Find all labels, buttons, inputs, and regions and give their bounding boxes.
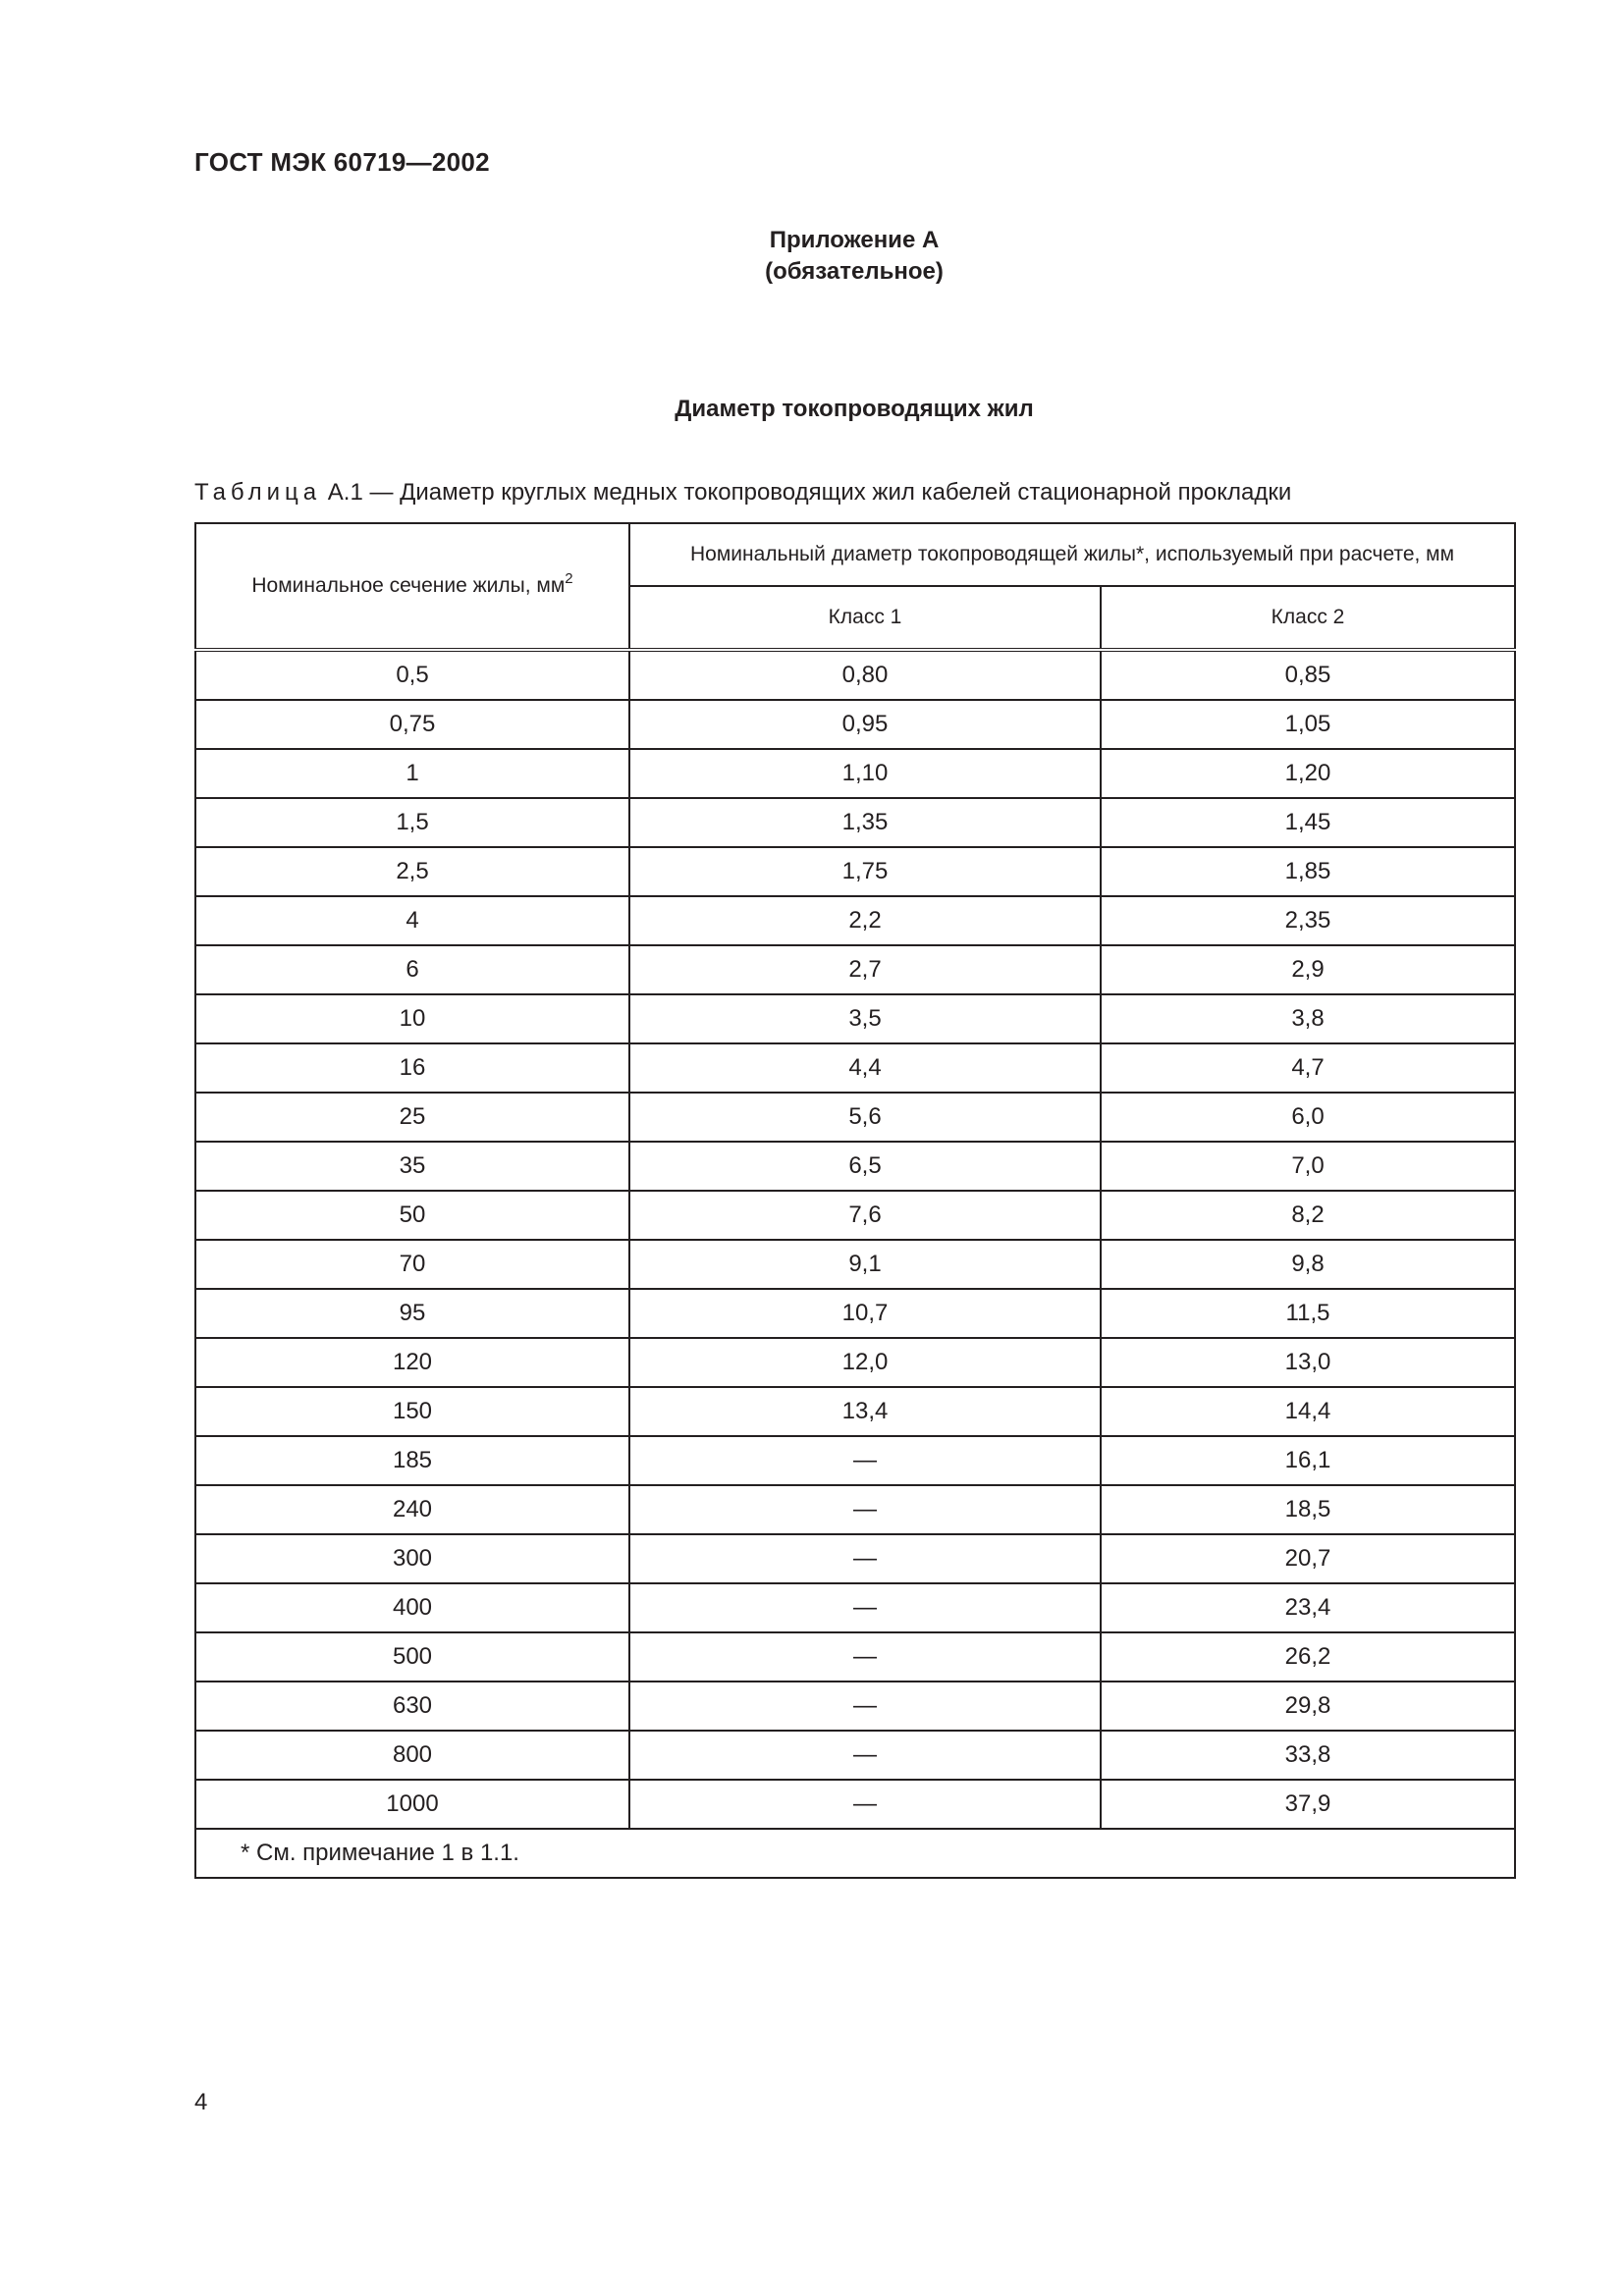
table-row <box>195 1682 1515 1731</box>
cell-class1: 1,75 <box>629 847 1101 896</box>
cell-section: 6 <box>195 945 629 994</box>
cell-class2: 2,35 <box>1101 896 1515 945</box>
table-row <box>195 994 1515 1043</box>
cell-section: 35 <box>195 1142 629 1191</box>
table-row <box>195 700 1515 749</box>
cell-section: 10 <box>195 994 629 1043</box>
table-row <box>195 1583 1515 1632</box>
section-title: Диаметр токопроводящих жил <box>675 396 1034 422</box>
cell-class1: 12,0 <box>629 1338 1101 1387</box>
cell-class1: 0,80 <box>629 650 1101 700</box>
diameter-table <box>194 522 1516 1879</box>
cell-section: 1 <box>195 749 629 798</box>
table-row <box>195 945 1515 994</box>
cell-section: 120 <box>195 1338 629 1387</box>
table-caption <box>194 479 1291 507</box>
cell-section: 4 <box>195 896 629 945</box>
table-row <box>195 1632 1515 1682</box>
table-row <box>195 1387 1515 1436</box>
table-row <box>195 1485 1515 1534</box>
cell-class1: 7,6 <box>629 1191 1101 1240</box>
table-caption-label: Таблица <box>194 479 322 506</box>
cell-class2: 11,5 <box>1101 1289 1515 1338</box>
table-row <box>195 896 1515 945</box>
cell-class1: 6,5 <box>629 1142 1101 1191</box>
cell-class2: 2,9 <box>1101 945 1515 994</box>
table-row <box>195 1043 1515 1093</box>
table-row <box>195 1142 1515 1191</box>
appendix-status: (обязательное) <box>765 258 944 285</box>
table-caption-text: А.1 — Диаметр круглых медных токопроводящих жил кабелей стационарной прокладки <box>321 479 1292 506</box>
cell-class2: 3,8 <box>1101 994 1515 1043</box>
cell-class2: 16,1 <box>1101 1436 1515 1485</box>
cell-class2: 9,8 <box>1101 1240 1515 1289</box>
table-row <box>195 749 1515 798</box>
table-row <box>195 1731 1515 1780</box>
table-row <box>195 650 1515 700</box>
cell-class1: — <box>629 1485 1101 1534</box>
cell-section: 1,5 <box>195 798 629 847</box>
header-nominal-section-text: Номинальное сечение жилы, мм <box>251 574 566 597</box>
cell-class1: — <box>629 1632 1101 1682</box>
table-row <box>195 847 1515 896</box>
cell-class1: 4,4 <box>629 1043 1101 1093</box>
cell-class2: 14,4 <box>1101 1387 1515 1436</box>
table-row <box>195 1191 1515 1240</box>
cell-section: 0,75 <box>195 700 629 749</box>
cell-class1: — <box>629 1583 1101 1632</box>
cell-class2: 18,5 <box>1101 1485 1515 1534</box>
cell-class2: 7,0 <box>1101 1142 1515 1191</box>
cell-class2: 1,20 <box>1101 749 1515 798</box>
table-row <box>195 1240 1515 1289</box>
table-row <box>195 1780 1515 1829</box>
cell-class1: 2,2 <box>629 896 1101 945</box>
cell-class2: 26,2 <box>1101 1632 1515 1682</box>
cell-class1: — <box>629 1534 1101 1583</box>
cell-section: 185 <box>195 1436 629 1485</box>
cell-section: 0,5 <box>195 650 629 700</box>
cell-class1: — <box>629 1731 1101 1780</box>
cell-class1: 0,95 <box>629 700 1101 749</box>
cell-section: 2,5 <box>195 847 629 896</box>
cell-class2: 29,8 <box>1101 1682 1515 1731</box>
cell-section: 300 <box>195 1534 629 1583</box>
cell-section: 630 <box>195 1682 629 1731</box>
cell-class2: 37,9 <box>1101 1780 1515 1829</box>
cell-class1: 2,7 <box>629 945 1101 994</box>
cell-class1: 10,7 <box>629 1289 1101 1338</box>
table-row <box>195 1436 1515 1485</box>
cell-class1: 9,1 <box>629 1240 1101 1289</box>
table-row <box>195 1289 1515 1338</box>
page-number: 4 <box>194 2089 208 2115</box>
table-row <box>195 1534 1515 1583</box>
cell-class1: 3,5 <box>629 994 1101 1043</box>
appendix-title: Приложение А <box>769 227 940 253</box>
cell-section: 50 <box>195 1191 629 1240</box>
cell-class2: 1,45 <box>1101 798 1515 847</box>
cell-class2: 8,2 <box>1101 1191 1515 1240</box>
cell-section: 25 <box>195 1093 629 1142</box>
header-nominal-section <box>195 523 629 650</box>
header-class-2: Класс 2 <box>1101 586 1515 650</box>
cell-class1: 1,10 <box>629 749 1101 798</box>
header-diameter-group: Номинальный диаметр токопроводящей жилы*, используемый при расчете, мм <box>629 523 1515 586</box>
cell-section: 150 <box>195 1387 629 1436</box>
cell-class1: — <box>629 1780 1101 1829</box>
table-row <box>195 1338 1515 1387</box>
cell-class2: 1,85 <box>1101 847 1515 896</box>
cell-class1: — <box>629 1436 1101 1485</box>
cell-class2: 33,8 <box>1101 1731 1515 1780</box>
table-body <box>195 650 1515 1829</box>
cell-class2: 0,85 <box>1101 650 1515 700</box>
cell-section: 240 <box>195 1485 629 1534</box>
cell-class1: 1,35 <box>629 798 1101 847</box>
header-nominal-section-sup: 2 <box>565 570 573 587</box>
cell-class2: 1,05 <box>1101 700 1515 749</box>
table-row <box>195 798 1515 847</box>
cell-section: 1000 <box>195 1780 629 1829</box>
cell-class1: — <box>629 1682 1101 1731</box>
cell-class2: 23,4 <box>1101 1583 1515 1632</box>
table-row <box>195 1093 1515 1142</box>
cell-section: 16 <box>195 1043 629 1093</box>
cell-class1: 5,6 <box>629 1093 1101 1142</box>
cell-section: 500 <box>195 1632 629 1682</box>
cell-class1: 13,4 <box>629 1387 1101 1436</box>
cell-class2: 6,0 <box>1101 1093 1515 1142</box>
cell-section: 800 <box>195 1731 629 1780</box>
cell-section: 95 <box>195 1289 629 1338</box>
cell-section: 70 <box>195 1240 629 1289</box>
cell-class2: 4,7 <box>1101 1043 1515 1093</box>
header-class-1: Класс 1 <box>629 586 1101 650</box>
cell-class2: 13,0 <box>1101 1338 1515 1387</box>
cell-section: 400 <box>195 1583 629 1632</box>
document-code: ГОСТ МЭК 60719—2002 <box>194 147 490 177</box>
cell-class2: 20,7 <box>1101 1534 1515 1583</box>
table-footnote: * См. примечание 1 в 1.1. <box>195 1829 1515 1878</box>
